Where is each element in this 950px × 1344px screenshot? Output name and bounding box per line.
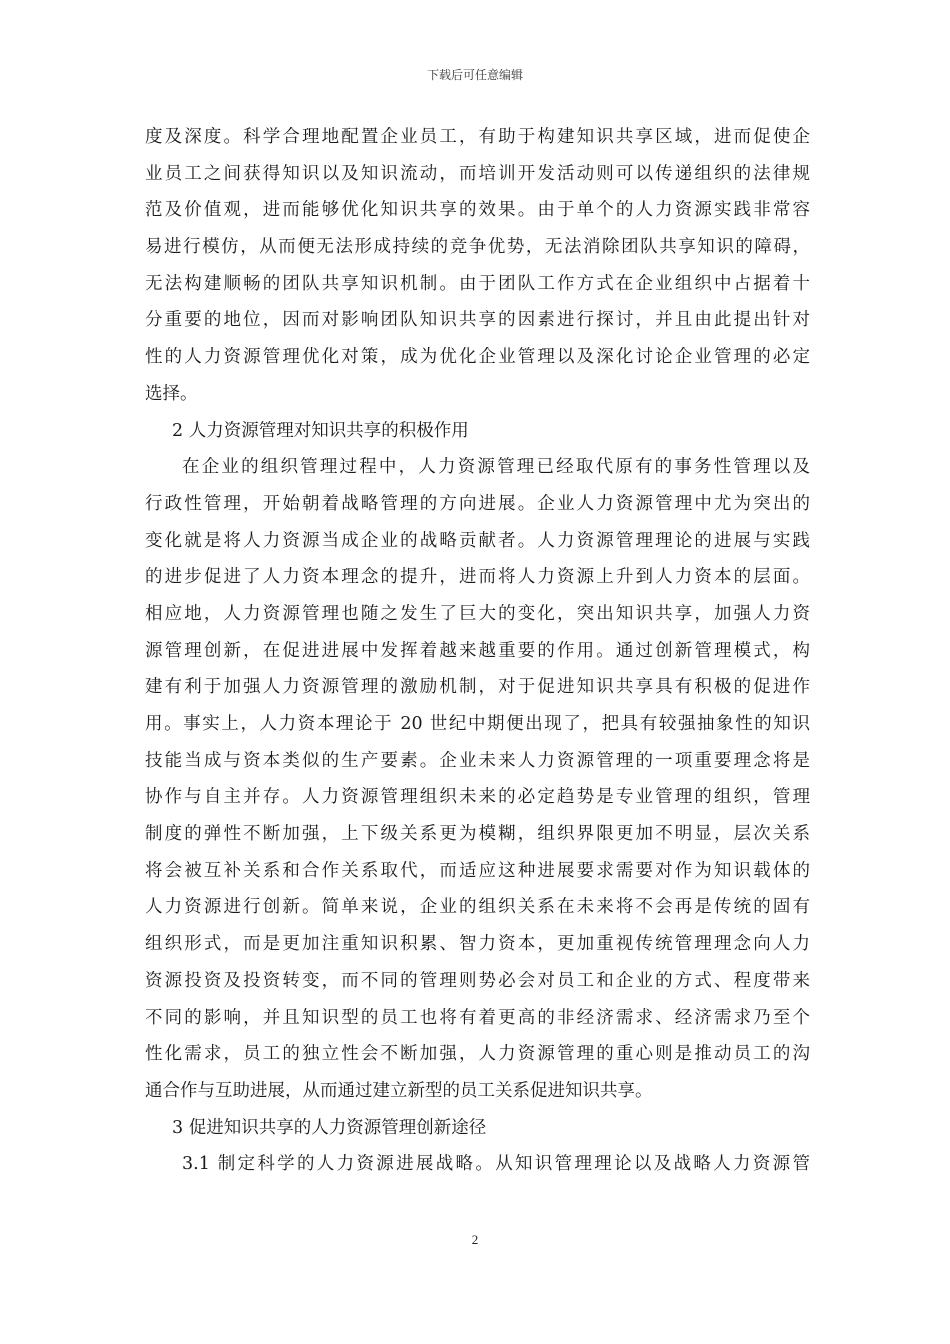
text-line: 3.1 制定科学的人力资源进展战略。从知识管理理论以及战略人力资源管	[182, 1154, 810, 1175]
paragraph-1	[145, 119, 810, 413]
section-heading-3	[145, 1110, 810, 1147]
section-heading: 3 促进知识共享的人力资源管理创新途径	[172, 1117, 487, 1138]
text-line: 无法构建顺畅的团队共享知识机制。由于团队工作方式在企业组织中占据着十	[145, 273, 810, 294]
text-line: 相应地，人力资源管理也随之发生了巨大的变化，突出知识共享，加强人力资	[145, 603, 810, 624]
text-line: 通合作与互助进展，从而通过建立新型的员工关系促进知识共享。	[145, 1080, 653, 1101]
text-line: 协作与自主并存。人力资源管理组织未来的必定趋势是专业管理的组织，管理	[145, 787, 810, 808]
section-heading: 2 人力资源管理对知识共享的积极作用	[172, 420, 469, 441]
page-number: 2	[471, 1232, 479, 1247]
text-line: 选择。	[145, 383, 198, 404]
text-line: 资源投资及投资转变，而不同的管理则势必会对员工和企业的方式、程度带来	[145, 970, 810, 991]
page-header: 下载后可任意编辑	[426, 68, 523, 82]
text-line: 行政性管理，开始朝着战略管理的方向进展。企业人力资源管理中尤为突出的	[145, 493, 810, 514]
section-heading-2	[145, 413, 810, 450]
text-line: 范及价值观，进而能够优化知识共享的效果。由于单个的人力资源实践非常容	[145, 200, 810, 221]
text-line: 源管理创新，在促进进展中发挥着越来越重要的作用。通过创新管理模式，构	[145, 640, 810, 661]
text-line: 在企业的组织管理过程中，人力资源管理已经取代原有的事务性管理以及	[182, 457, 810, 478]
paragraph-2	[145, 449, 810, 1109]
text-line: 变化就是将人力资源当成企业的战略贡献者。人力资源管理理论的进展与实践	[145, 530, 810, 551]
text-line: 性化需求，员工的独立性会不断加强，人力资源管理的重心则是推动员工的沟	[145, 1044, 810, 1065]
text-line: 分重要的地位，因而对影响团队知识共享的因素进行探讨，并且由此提出针对	[145, 310, 810, 331]
document-body	[145, 119, 810, 1183]
text-line: 人力资源进行创新。简单来说，企业的组织关系在未来将不会再是传统的固有	[145, 897, 810, 918]
text-line: 性的人力资源管理优化对策，成为优化企业管理以及深化讨论企业管理的必定	[145, 347, 810, 368]
text-line: 技能当成与资本类似的生产要素。企业未来人力资源管理的一项重要理念将是	[145, 750, 810, 771]
text-line: 业员工之间获得知识以及知识流动，而培训开发活动则可以传递组织的法律规	[145, 163, 810, 184]
text-line: 易进行模仿，从而便无法形成持续的竞争优势，无法消除团队共享知识的障碍，	[145, 237, 810, 258]
paragraph-3	[145, 1146, 810, 1183]
text-line: 不同的影响，并且知识型的员工也将有着更高的非经济需求、经济需求乃至个	[145, 1007, 810, 1028]
text-line: 用。事实上，人力资本理论于 20 世纪中期便出现了，把具有较强抽象性的知识	[145, 714, 810, 734]
text-line: 度及深度。科学合理地配置企业员工，有助于构建知识共享区域，进而促使企	[145, 127, 810, 147]
text-line: 建有利于加强人力资源管理的激励机制，对于促进知识共享具有积极的促进作	[145, 677, 810, 698]
text-line: 将会被互补关系和合作关系取代，而适应这种进展要求需要对作为知识载体的	[145, 860, 810, 881]
text-line: 的进步促进了人力资本理念的提升，进而将人力资源上升到人力资本的层面。	[145, 567, 810, 588]
text-line: 组织形式，而是更加注重知识积累、智力资本，更加重视传统管理理念向人力	[145, 934, 810, 955]
text-line: 制度的弹性不断加强，上下级关系更为模糊，组织界限更加不明显，层次关系	[145, 824, 810, 845]
